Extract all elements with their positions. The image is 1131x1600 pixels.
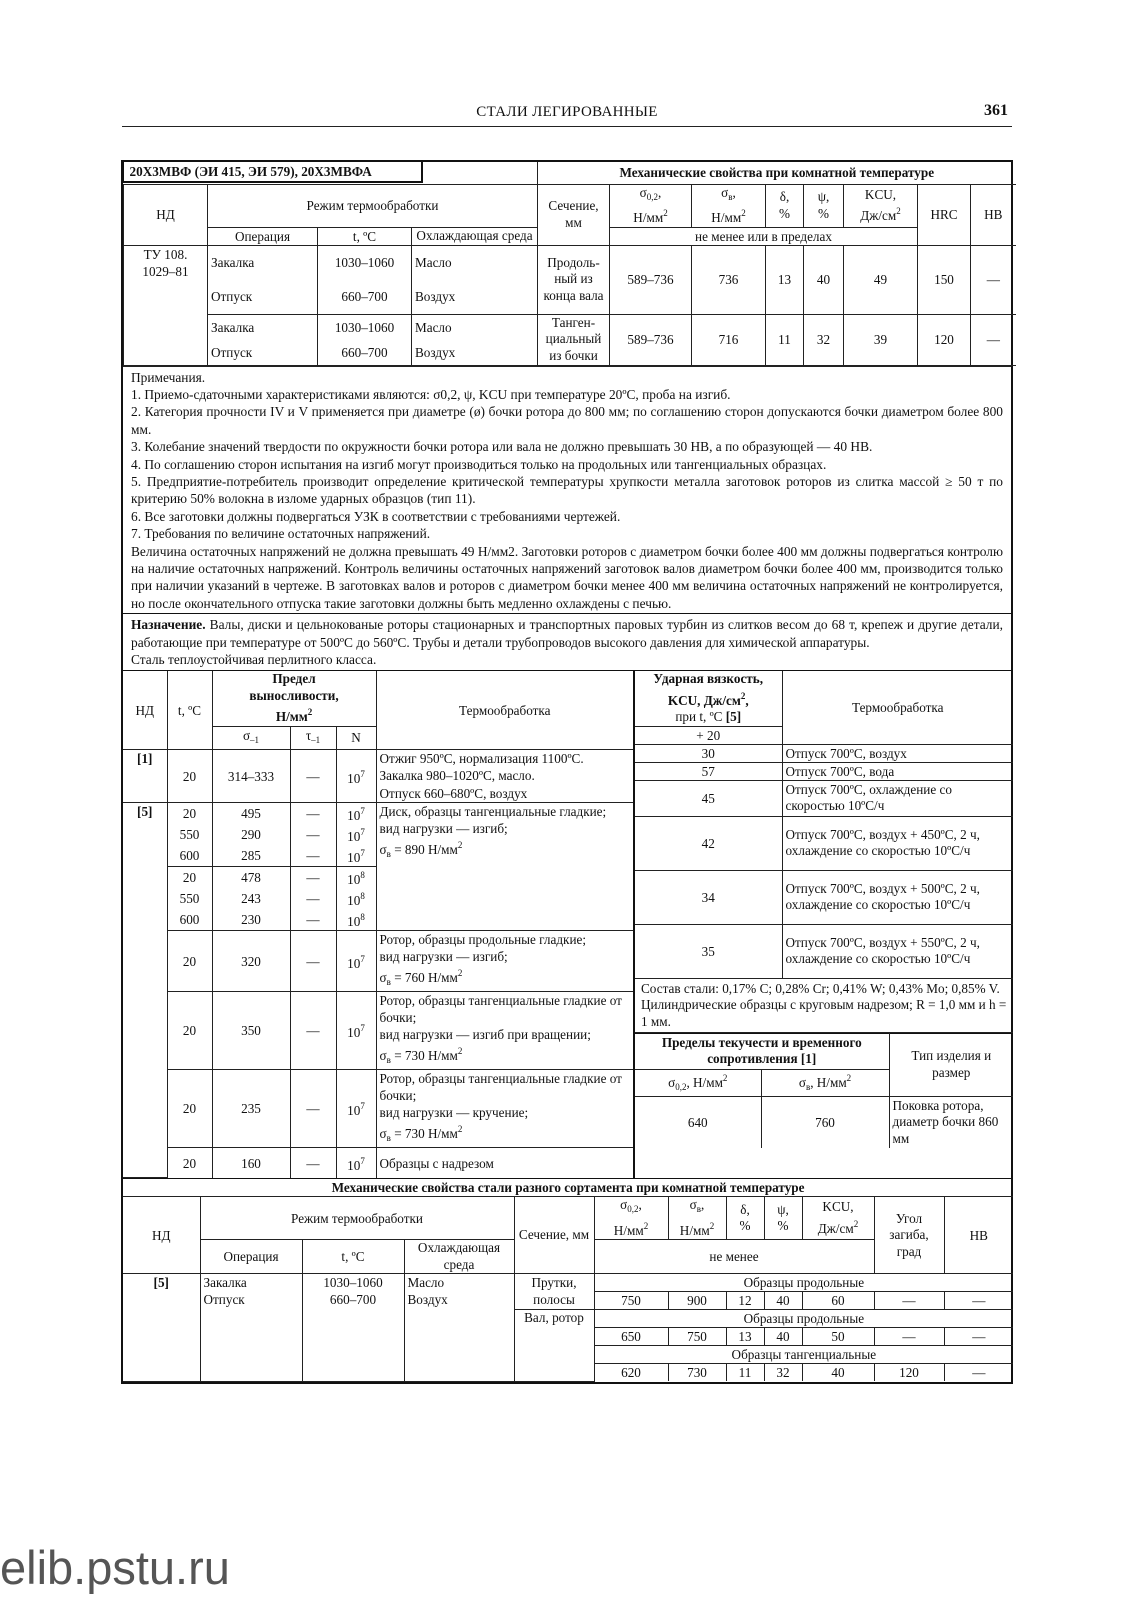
table-row: 550 — [167, 824, 212, 845]
table-row: — — [290, 1070, 336, 1148]
table-row: 750 — [668, 1328, 726, 1346]
table-row: — — [290, 1148, 336, 1178]
composition-note: Состав стали: 0,17% С; 0,28% Cr; 0,41% W; 0,43% Mo; 0,85% V. Цилиндрические образцы с круговым надрезом; R = 1,0 мм и h = 1 мм. — [635, 978, 1013, 1032]
value-cell: 11 — [766, 314, 804, 365]
note-line: Величина остаточных напряжений не должна превышать 49 Н/мм2. Заготовки роторов с диаметром бочки более 400 мм должны подвергаться контролю на наличие остаточных напряжений. Контроль величины остаточных напряжений заготовок валов диаметром бочки более 400 мм, производится только при наличии указаний в чертеже. В заготовках валов и роторов с диаметром бочки менее 400 мм величина остаточных напряжений не контролируется, но после окончательного отпуска такие заготовки должны быть медленно охлаждены с печью. — [131, 543, 1003, 611]
sample-label: Образцы продольные — [594, 1310, 1013, 1328]
note-line: 5. Предприятие-потребитель производит определение критической температуры хрупкости металла заготовок роторов из слитка массой ≥ 50 т по критерию 50% волокна в изломе ударных образцов (тип 11). — [131, 473, 1003, 507]
col-sb: $\sigma_в$, $Н/мм^2$ — [668, 1197, 726, 1240]
table-row: $10^7$ — [336, 1148, 376, 1178]
table-row: Отпуск 700ºС, воздух + 500ºС, 2 ч, охлаждение со скоростью 10ºС/ч — [782, 870, 1013, 924]
treatment-line: Отпуск 660–680ºС, воздух — [376, 785, 633, 803]
nd-cell: ТУ 108. 1029–81 — [124, 245, 208, 365]
middle-section — [123, 670, 1011, 1178]
table-row: 34 — [635, 870, 782, 924]
col-temp: + 20 — [635, 726, 782, 744]
table-title: Механические свойства стали разного сортамента при комнатной температуре — [123, 1179, 1013, 1197]
table-row: 1030–1060 660–700 — [318, 245, 412, 314]
min-label: не менее или в пределах — [610, 227, 918, 245]
purpose-label: Назначение. — [131, 617, 206, 633]
table-row: Отпуск 700ºС, охлаждение со скоростью 10ºС/ч — [782, 780, 1013, 816]
value-cell: 120 — [918, 314, 971, 365]
table-row: 285 — [212, 845, 290, 867]
table-row: 20 — [167, 749, 212, 803]
value-cell: 40 — [804, 245, 844, 314]
table-row: 20 — [167, 992, 212, 1070]
treatment-cell: Диск, образцы тангенциальные гладкие; вид нагрузки — изгиб; $\sigma_в = 890$ $Н/мм^2$ — [376, 803, 633, 931]
table-row: Отпуск 700ºС, воздух — [782, 744, 1013, 762]
table-row: — — [944, 1292, 1013, 1310]
table-row: 230 — [212, 909, 290, 931]
table-row: 243 — [212, 888, 290, 909]
treatment-cell: Ротор, образцы тангенциальные гладкие от бочки; вид нагрузки — кручение; $\sigma_в = 730$ $Н/мм^2$ — [376, 1070, 633, 1148]
nd-cell: [1] — [123, 749, 167, 767]
col-t: t, ºС — [302, 1240, 404, 1274]
col-t: t, ºС — [318, 227, 412, 245]
purpose-text: Валы, диски и цельнокованые роторы стационарных и транспортных паровых турбин из слитков весом до 68 т, крепеж и другие детали, работающие при температуре от 500ºС до 560ºС. Трубы и детали трубопроводов высокого давления для химической аппаратуры. — [131, 617, 1003, 650]
table-row: 495 — [212, 803, 290, 825]
col-hb: НВ — [971, 184, 1016, 245]
table-row: — — [290, 888, 336, 909]
table-row: — — [290, 909, 336, 931]
table-row: 50 — [802, 1328, 874, 1346]
steel-class: Сталь теплоустойчивая перлитного класса. — [131, 652, 377, 667]
col-s02: $\sigma_{0,2}$, $Н/мм^2$ — [635, 1069, 761, 1096]
col-psi: ψ, % — [764, 1197, 802, 1240]
table-row: $10^7$ — [336, 1070, 376, 1148]
table-row: Масло Воздух — [412, 245, 538, 314]
value-cell: 736 — [692, 245, 766, 314]
table-row: 550 — [167, 888, 212, 909]
table-row: $10^8$ — [336, 888, 376, 909]
col-psi: ψ, % — [804, 184, 844, 227]
section-cell: Вал, ротор — [514, 1310, 594, 1382]
value-cell: — — [971, 245, 1016, 314]
note-line: 7. Требования по величине остаточных напряжений. — [131, 526, 431, 542]
table-row: 730 — [668, 1364, 726, 1382]
min-label: не менее — [594, 1240, 874, 1274]
value-cell: 39 — [844, 314, 918, 365]
value-cell: Поковка ротора, диаметр бочки 860 мм — [889, 1096, 1013, 1148]
value-cell: 640 — [635, 1096, 761, 1148]
mech-props-table — [123, 162, 1016, 366]
table-row: 120 — [874, 1364, 944, 1382]
table-row: — — [290, 931, 336, 992]
table-row: 13 — [726, 1328, 764, 1346]
table-row: $10^8$ — [336, 909, 376, 931]
table-row: 350 — [212, 992, 290, 1070]
table-row: $10^7$ — [336, 749, 376, 803]
treatment-cell: Ротор, образцы продольные гладкие; вид нагрузки — изгиб; $\sigma_в = 760$ $Н/мм^2$ — [376, 931, 633, 992]
table-row: Закалка Отпуск — [208, 245, 318, 314]
table-row: — — [290, 867, 336, 889]
col-delta: δ, % — [726, 1197, 764, 1240]
note-line: Примечания. — [131, 369, 206, 385]
purpose — [123, 613, 1011, 670]
col-s02: $\sigma_{0,2}$, $Н/мм^2$ — [610, 184, 692, 227]
table-row: 40 — [764, 1292, 802, 1310]
table-row: 620 — [594, 1364, 668, 1382]
table-row: 290 — [212, 824, 290, 845]
table-row: 235 — [212, 1070, 290, 1148]
value-cell: 13 — [766, 245, 804, 314]
col-hrc: HRC — [918, 184, 971, 245]
section-cell: Танген- циальный из бочки — [538, 314, 610, 365]
table-row: 40 — [764, 1328, 802, 1346]
table-row: — — [290, 992, 336, 1070]
table-row: $10^7$ — [336, 824, 376, 845]
sample-label: Образцы тангенциальные — [594, 1346, 1013, 1364]
table-row: 32 — [764, 1364, 802, 1382]
value-cell: — — [971, 314, 1016, 365]
col-op: Операция — [200, 1240, 302, 1274]
col-mode: Режим термообработки — [208, 184, 538, 227]
treatment-cell: Ротор, образцы тангенциальные гладкие от бочки; вид нагрузки — изгиб при вращении; $\sigma_в = 730$ $Н/мм^2$ — [376, 992, 633, 1070]
steel-datasheet — [121, 160, 1013, 1384]
table-row: 60 — [802, 1292, 874, 1310]
table-row: 20 — [167, 931, 212, 992]
col-kcu: KCU, $Дж/см^2$ — [844, 184, 918, 227]
table-row: 320 — [212, 931, 290, 992]
table-row: 20 — [167, 1070, 212, 1148]
table-row: — — [874, 1328, 944, 1346]
col-t: t, ºС — [167, 671, 212, 749]
table-row: $10^7$ — [336, 845, 376, 867]
table-row: — — [290, 824, 336, 845]
cool-cell: Масло Воздух — [404, 1274, 514, 1382]
table-row: $10^8$ — [336, 867, 376, 889]
col-nd: НД — [124, 184, 208, 245]
col-hb: НВ — [944, 1197, 1013, 1274]
table-row: 650 — [594, 1328, 668, 1346]
col-kcu: KCU, $Дж/см^2$ — [802, 1197, 874, 1240]
table-row: 42 — [635, 816, 782, 870]
section-cell: Продоль- ный из конца вала — [538, 245, 610, 314]
treatment-cell: Образцы с надрезом — [376, 1148, 633, 1178]
value-cell: 150 — [918, 245, 971, 314]
note-line: 1. Приемо-сдаточными характеристиками являются: σ0,2, ψ, KCU при температуре 20ºС, проба на изгиб. — [131, 386, 731, 402]
table-row: $10^7$ — [336, 931, 376, 992]
col-sigma: $\sigma_{-1}$ — [212, 726, 290, 749]
nd-cell: [5] — [123, 803, 167, 1178]
col-op: Операция — [208, 227, 318, 245]
table-row: 45 — [635, 780, 782, 816]
watermark: elib.pstu.ru — [0, 1541, 230, 1594]
table-title: Механические свойства при комнатной температуре — [538, 162, 1016, 184]
table-row: 20 — [167, 803, 212, 825]
col-kcu: Ударная вязкость, KCU, $Дж/см^2$, при t, ºС [5] — [635, 671, 782, 726]
table-row: 314–333 — [212, 749, 290, 803]
fatigue-table — [123, 671, 633, 1178]
table-row: Отпуск 700ºС, воздух + 450ºС, 2 ч, охлаждение со скоростью 10ºС/ч — [782, 816, 1013, 870]
table-row: 600 — [167, 845, 212, 867]
table-row: $10^7$ — [336, 992, 376, 1070]
table-row: Закалка Отпуск — [208, 314, 318, 365]
grade-title: 20Х3МВФ (ЭИ 415, ЭИ 579), 20Х3МВФА — [122, 160, 423, 183]
value-cell: 716 — [692, 314, 766, 365]
note-line: 6. Все заготовки должны подвергаться УЗК в соответствии с требованиями чертежей. — [131, 508, 621, 524]
col-yield: Пределы текучести и временного сопротивления [1] — [635, 1033, 889, 1069]
page-number: 361 — [984, 102, 1008, 119]
table-row: 12 — [726, 1292, 764, 1310]
col-n: N — [336, 726, 376, 749]
col-nd: НД — [123, 1197, 200, 1274]
notes — [123, 366, 1011, 614]
col-delta: δ, % — [766, 184, 804, 227]
fatigue-table-wrap — [123, 671, 635, 1178]
value-cell: 32 — [804, 314, 844, 365]
value-cell: 760 — [761, 1096, 889, 1148]
table-row: 600 — [167, 909, 212, 931]
col-tau: $\tau_{-1}$ — [290, 726, 336, 749]
col-treatment: Термообработка — [376, 671, 633, 749]
running-title: СТАЛИ ЛЕГИРОВАННЫЕ — [476, 104, 658, 120]
table-row: — — [944, 1364, 1013, 1382]
yield-table — [635, 1033, 1013, 1149]
sample-label: Образцы продольные — [594, 1274, 1013, 1292]
col-cool: Охлаждающая среда — [404, 1240, 514, 1274]
table-row: 750 — [594, 1292, 668, 1310]
table-row: $10^7$ — [336, 803, 376, 825]
impact-table — [635, 671, 1013, 1033]
col-section: Сечение, мм — [538, 184, 610, 245]
table-row: 30 — [635, 744, 782, 762]
value-cell: 589–736 — [610, 245, 692, 314]
table-row: — — [874, 1292, 944, 1310]
table-row: — — [290, 749, 336, 803]
table-row: Отпуск 700ºС, воздух + 550ºС, 2 ч, охлаждение со скоростью 10ºС/ч — [782, 924, 1013, 978]
col-sb: $\sigma_в$, $Н/мм^2$ — [761, 1069, 889, 1096]
table-row: 35 — [635, 924, 782, 978]
table-row: 1030–1060 660–700 — [318, 314, 412, 365]
section-cell: Прутки, полосы — [514, 1274, 594, 1310]
col-cool: Охлаждающая среда — [412, 227, 538, 245]
table-row: 40 — [802, 1364, 874, 1382]
col-angle: Угол загиба, град — [874, 1197, 944, 1274]
nd-cell: [5] — [123, 1274, 200, 1382]
page-header — [122, 104, 1012, 127]
note-line: 2. Категория прочности IV и V применяется при диаметре (ø) бочки ротора до 800 мм; по соглашению сторон допускаются бочки диаметром более 800 мм. — [131, 404, 1003, 437]
col-fatigue-limit: Предел выносливости, $Н/мм^2$ — [212, 671, 376, 726]
table-row: 160 — [212, 1148, 290, 1178]
table-row: — — [944, 1328, 1013, 1346]
note-line: 4. По соглашению сторон испытания на изгиб могут производиться только на продольных или тангенциальных образцах. — [131, 456, 827, 472]
table-row: Отпуск 700ºС, вода — [782, 762, 1013, 780]
table-row: — — [290, 845, 336, 867]
table-row: Масло Воздух — [412, 314, 538, 365]
note-line: 3. Колебание значений твердости по окружности бочки ротора или вала не должно превышать 30 НВ, а по образующей — 40 НВ. — [131, 439, 873, 455]
assortment-table — [123, 1178, 1013, 1382]
table-row: 20 — [167, 867, 212, 889]
table-row: 478 — [212, 867, 290, 889]
col-treatment: Термообработка — [782, 671, 1013, 744]
table-row: — — [290, 803, 336, 825]
col-mode: Режим термообработки — [200, 1197, 514, 1240]
treatment-line: Закалка 980–1020ºС, масло. — [376, 767, 633, 785]
treatment-line: Отжиг 950ºС, нормализация 1100ºС. — [376, 749, 633, 767]
col-sb: $\sigma_в$, $Н/мм^2$ — [692, 184, 766, 227]
table-row: 57 — [635, 762, 782, 780]
value-cell: 49 — [844, 245, 918, 314]
table-row: 20 — [167, 1148, 212, 1178]
col-section: Сечение, мм — [514, 1197, 594, 1274]
table-row: 11 — [726, 1364, 764, 1382]
col-s02: $\sigma_{0,2}$, $Н/мм^2$ — [594, 1197, 668, 1240]
table-row: 900 — [668, 1292, 726, 1310]
col-nd: НД — [123, 671, 167, 749]
op-cell: Закалка Отпуск — [200, 1274, 302, 1382]
col-type: Тип изделия и размер — [889, 1033, 1013, 1096]
impact-section — [635, 671, 1013, 1178]
t-cell: 1030–1060 660–700 — [302, 1274, 404, 1382]
value-cell: 589–736 — [610, 314, 692, 365]
